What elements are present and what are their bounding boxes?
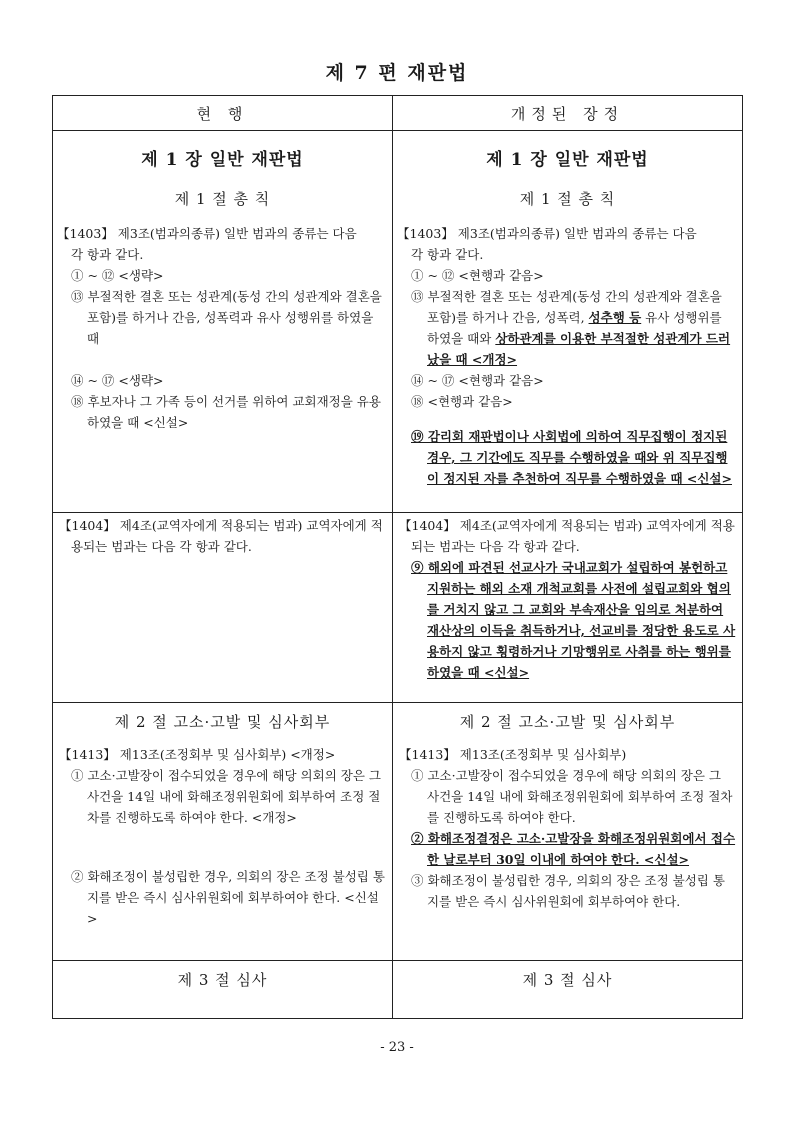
item-3: ③ 화해조정이 불성립한 경우, 의회의 장은 조정 불성립 통지를 받은 즉시 심사위원회에 회부하여야 한다. bbox=[411, 873, 725, 909]
article-lead: 【1403】 제3조(범과의종류) 일반 범과의 종류는 다음 각 항과 같다. bbox=[57, 226, 357, 262]
comparison-table bbox=[52, 95, 743, 1019]
section-heading: 제 2 절 고소·고발 및 심사회부 bbox=[114, 713, 331, 731]
item-1: ① 고소·고발장이 접수되었을 경우에 해당 의회의 장은 그 사건을 14일 내에 화해조정위원회에 회부하여 조정 절차를 진행하도록 하여야 한다. bbox=[411, 768, 733, 825]
item-1-12: ① ~ ⑫ <현행과 같음> bbox=[411, 268, 544, 283]
section-heading: 제 1 절 총 칙 bbox=[174, 190, 271, 208]
revised-1413-cell bbox=[393, 703, 743, 961]
section-heading: 제 1 절 총 칙 bbox=[519, 190, 616, 208]
item-1-12: ① ~ ⑫ <생략> bbox=[71, 268, 164, 283]
article-1413: 【1413】 제13조(조정회부 및 심사회부) <개정> bbox=[59, 747, 336, 762]
item-13: ⑬ 부절적한 결혼 또는 성관계(동성 간의 성관계와 결혼을 포함)를 하거나 간음, 성폭력과 유사 성행위를 하였을 때 bbox=[71, 289, 382, 346]
header-revised: 개정된 장정 bbox=[393, 96, 743, 131]
header-current: 현 행 bbox=[53, 96, 393, 131]
item-18: ⑱ <현행과 같음> bbox=[411, 394, 513, 409]
revised-1404-cell bbox=[393, 513, 743, 703]
section-heading: 제 3 절 심사 bbox=[177, 971, 268, 989]
section-heading: 제 3 절 심사 bbox=[522, 971, 613, 989]
item-9: ⑨ 해외에 파견된 선교사가 국내교회가 설립하여 봉헌하고 지원하는 해외 소재 개척교회를 사전에 설립교회와 협의를 거치지 않고 그 교회와 부속재산을 임의로 처분하여 재산상의 이득을 취득하거나, 선교비를 정당한 용도로 사용하지 않고 횡령하거나 기망행위로 사취를 하는 행위를 하였을 때 <신설> bbox=[411, 560, 736, 680]
article-1413: 【1413】 제13조(조정회부 및 심사회부) bbox=[399, 747, 627, 762]
current-section3-cell bbox=[53, 961, 393, 1019]
revised-1403-cell bbox=[393, 131, 743, 513]
revised-section3-cell bbox=[393, 961, 743, 1019]
item-2: ② 화해조정결정은 고소·고발장을 화해조정위원회에서 접수한 날로부터 30일 이내에 하여야 한다. <신설> bbox=[411, 831, 736, 867]
chapter-heading: 제 1 장 일반 재판법 bbox=[486, 150, 649, 170]
article-1404: 【1404】 제4조(교역자에게 적용되는 범과) 교역자에게 적용되는 범과는 다음 각 항과 같다. bbox=[59, 518, 383, 554]
current-1404-cell bbox=[53, 513, 393, 703]
page-title: 제 7 편 재판법 bbox=[325, 62, 469, 84]
item-2: ② 화해조정이 불성립한 경우, 의회의 장은 조정 불성립 통지를 받은 즉시 심사위원회에 회부하여야 한다. <신설> bbox=[71, 869, 385, 926]
current-1403-cell bbox=[53, 131, 393, 513]
item-14-17: ⑭ ~ ⑰ <생략> bbox=[71, 373, 164, 388]
chapter-heading: 제 1 장 일반 재판법 bbox=[141, 150, 304, 170]
current-1413-cell bbox=[53, 703, 393, 961]
item-18: ⑱ 후보자나 그 가족 등이 선거를 위하여 교회재정을 유용하였을 때 <신설> bbox=[71, 394, 381, 430]
section-heading: 제 2 절 고소·고발 및 심사회부 bbox=[459, 713, 676, 731]
item-19: ⑲ 감리회 재판법이나 사회법에 의하여 직무집행이 정지된 경우, 그 기간에도 직무를 수행하였을 때와 위 직무집행이 정지된 자를 추천하여 직무를 수행하였을 때 <신설> bbox=[411, 429, 732, 486]
article-1404: 【1404】 제4조(교역자에게 적용되는 범과) 교역자에게 적용되는 범과는 다음 각 항과 같다. bbox=[399, 518, 735, 554]
item-1: ① 고소·고발장이 접수되었을 경우에 해당 의회의 장은 그 사건을 14일 내에 화해조정위원회에 회부하여 조정 절차를 진행하도록 하여야 한다. <개정> bbox=[71, 768, 381, 825]
item-14-17: ⑭ ~ ⑰ <현행과 같음> bbox=[411, 373, 544, 388]
page-number: - 23 - bbox=[380, 1040, 414, 1055]
item-13: ⑬ 부절적한 결혼 또는 성관계(동성 간의 성관계와 결혼을 포함)를 하거나 간음, 성폭력, 성추행 등 유사 성행위를 하였을 때와 상하관계를 이용한 부적절한 성관계가 드러났을 때 <개정> bbox=[411, 289, 731, 367]
article-lead: 【1403】 제3조(범과의종류) 일반 범과의 종류는 다음 각 항과 같다. bbox=[397, 226, 697, 262]
